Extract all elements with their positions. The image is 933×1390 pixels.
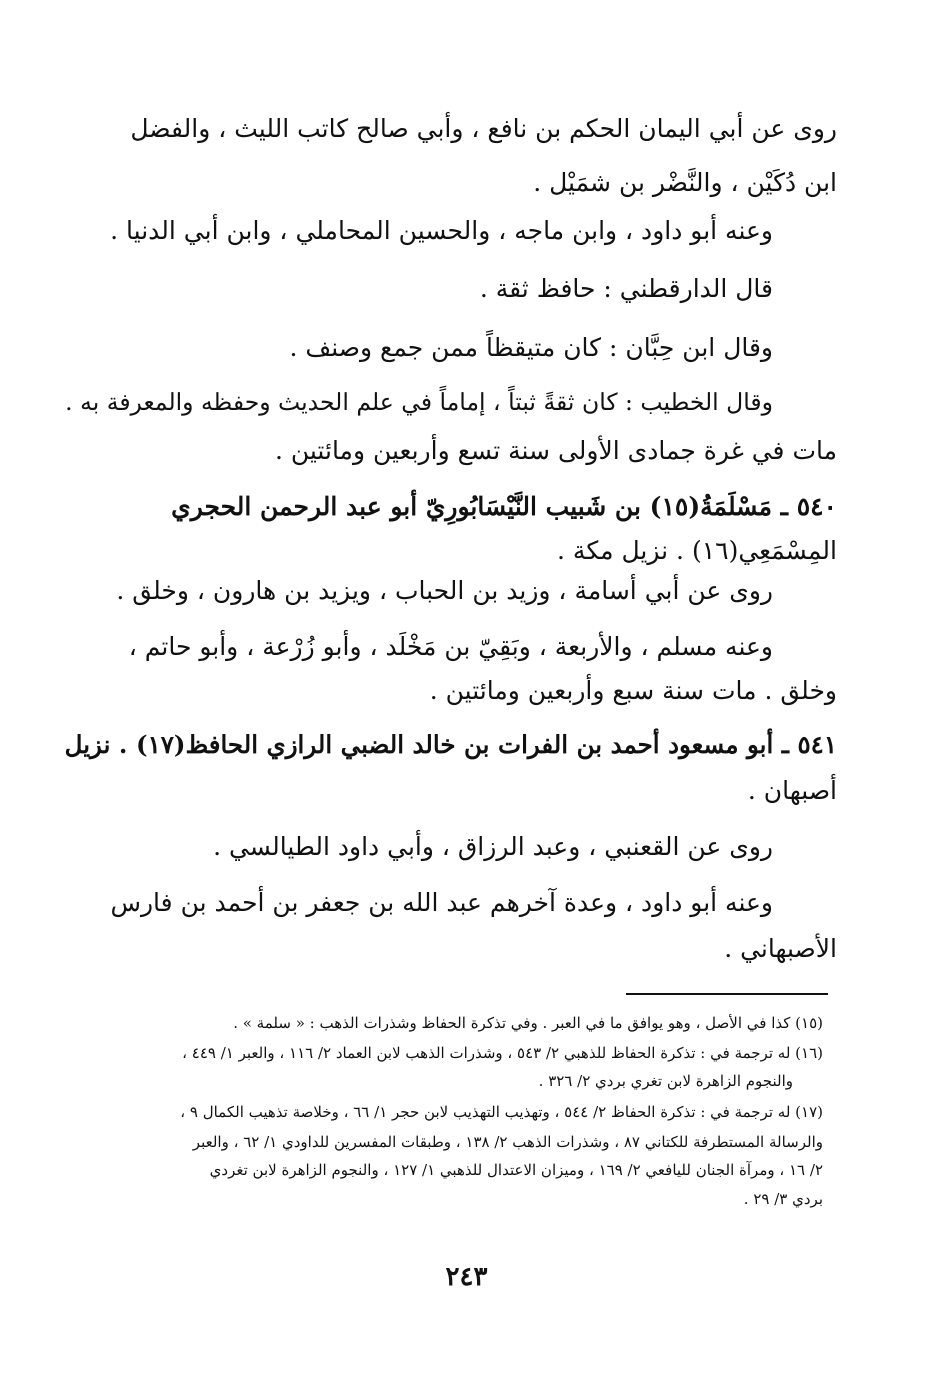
body-line: وعنه أبو داود ، وعدة آخرهم عبد الله بن جعفر بن أحمد بن فارس xyxy=(110,888,773,917)
body-line: ابن دُكَيْن ، والنَّضْر بن شمَيْل . xyxy=(533,168,837,197)
body-line: وخلق . مات سنة سبع وأربعين ومائتين . xyxy=(429,676,837,705)
body-line: روى عن أبي أسامة ، وزيد بن الحباب ، ويزيد بن هارون ، وخلق . xyxy=(116,576,773,605)
body-line: مات في غرة جمادى الأولى سنة تسع وأربعين ومائتين . xyxy=(274,436,837,465)
footnote-line: بردي ٣/ ٢٩ . xyxy=(743,1190,823,1208)
body-line: الأصبهاني . xyxy=(724,934,837,963)
footnote-line: والنجوم الزاهرة لابن تغري بردي ٢/ ٣٢٦ . xyxy=(538,1072,793,1090)
footnote-line: (١٧) له ترجمة في : تذكرة الحفاظ ٢/ ٥٤٤ ، وتهذيب التهذيب لابن حجر ١/ ٦٦ ، وخلاصة تذهيب الكمال ٩ ، xyxy=(180,1103,823,1121)
body-line: روى عن القعنبي ، وعبد الرزاق ، وأبي داود الطيالسي . xyxy=(213,832,773,861)
body-line: قال الدارقطني : حافظ ثقة . xyxy=(479,274,773,303)
body-line: وقال الخطيب : كان ثقةً ثبتاً ، إماماً في علم الحديث وحفظه والمعرفة به . xyxy=(65,388,773,416)
body-line: أصبهان . xyxy=(747,776,837,805)
footnote-line: (١٦) له ترجمة في : تذكرة الحفاظ للذهبي ٢/ ٥٤٣ ، وشذرات الذهب لابن العماد ٢/ ١١٦ ، والعبر ١/ ٤٤٩ ، xyxy=(182,1044,823,1062)
body-line: وعنه مسلم ، والأربعة ، وبَقِيّ بن مَخْلَد ، وأبو زُرْعة ، وأبو حاتم ، xyxy=(128,632,773,661)
page-number: ٢٤٣ xyxy=(445,1262,488,1292)
entry-541-heading: ٥٤١ ـ أبو مسعود أحمد بن الفرات بن خالد الضبي الرازي الحافظ(١٧) . نزيل xyxy=(64,730,837,759)
footnote-line: والرسالة المستطرفة للكتاني ٨٧ ، وشذرات الذهب ٢/ ١٣٨ ، وطبقات المفسرين للداودي ١/ ٦٢ ، والعبر xyxy=(192,1133,823,1151)
body-line: وعنه أبو داود ، وابن ماجه ، والحسين المحاملي ، وابن أبي الدنيا . xyxy=(110,216,773,245)
footnote-separator xyxy=(626,993,828,995)
footnote-line: (١٥) كذا في الأصل ، وهو يوافق ما في العبر . وفي تذكرة الحفاظ وشذرات الذهب : « سلمة » . xyxy=(233,1014,823,1032)
body-line: المِسْمَعِي(١٦) . نزيل مكة . xyxy=(557,536,837,565)
body-line: وقال ابن حِبَّان : كان متيقظاً ممن جمع وصنف . xyxy=(289,333,773,362)
footnote-line: ٢/ ١٦ ، ومرآة الجنان لليافعي ٢/ ١٦٩ ، وميزان الاعتدال للذهبي ١/ ١٢٧ ، والنجوم الزاهرة لابن تغردي xyxy=(209,1161,823,1179)
body-line: روى عن أبي اليمان الحكم بن نافع ، وأبي صالح كاتب الليث ، والفضل xyxy=(130,114,837,143)
entry-540-heading: ٥٤٠ ـ مَسْلَمَةُ(١٥) بن شَبيب النَّيْسَابُورِيّ أبو عبد الرحمن الحجري xyxy=(171,492,837,521)
